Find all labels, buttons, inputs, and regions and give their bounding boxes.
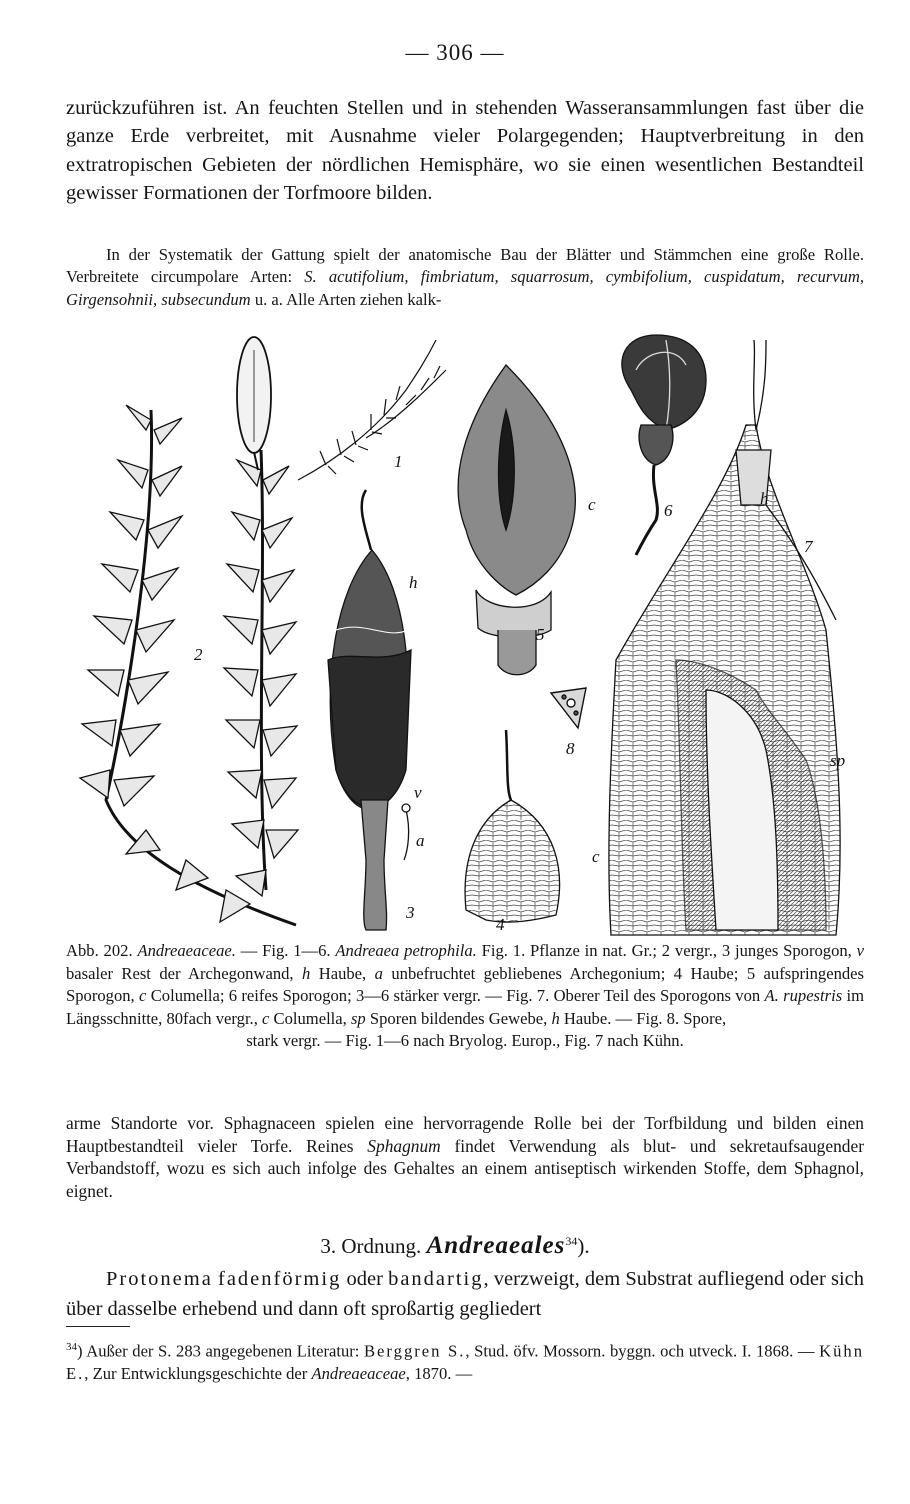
spaced-term: Protonema — [106, 1268, 213, 1290]
caption-text: Columella, — [269, 1008, 351, 1028]
figure-caption — [66, 940, 864, 1053]
caption-letter: h — [302, 963, 311, 983]
caption-text: Columella; 6 reifes Sporogon; 3—6 stärker vergr. — Fig. 7. Oberer Teil des Sporogons von — [146, 986, 765, 1006]
caption-letter: a — [374, 963, 383, 983]
label-c-fig7: c — [592, 847, 600, 866]
text-segment: arme Standorte vor. Sphagnaceen spielen eine hervorragende Rolle bei der Torfbildung und bilden einen Hauptbestandteil vieler Torfe. Reines — [66, 1113, 864, 1156]
section-heading — [0, 1232, 910, 1260]
paragraph-continuation: zurückzuführen ist. An feuchten Stellen und in stehenden Wasseransammlungen fast über die ganze Erde verbreitet, mit Ausnahme vieler Polargegenden; Hauptverbreitung in den extratropischen Gebieten der nördlichen Hemisphäre, wo sie einen wesentlichen Bestandteil gewisser Formationen der Torfmoore bilden. — [66, 97, 864, 205]
caption-letter: sp — [350, 1008, 366, 1028]
footnote-text: , Zur Entwicklungsgeschichte der — [84, 1364, 312, 1384]
text-segment: findet Verwendung als blut- und sekretaufsaugender Verbandstoff, wozu es sich auch infolge des Gehaltes an einem antiseptisch wirkenden Stoffe, dem Sphagnol, eignet. — [66, 1135, 864, 1201]
caption-text: basaler Rest der Archegonwand, — [66, 963, 302, 983]
footnote-author: Berggren S. — [363, 1341, 466, 1361]
fig6-mature-sporogon — [622, 335, 706, 555]
label-fig8: 8 — [566, 739, 575, 758]
heading-number: 3. Ordnung. — [320, 1234, 427, 1258]
paragraph-systematics — [66, 244, 864, 311]
fig1-plant-natural-size — [298, 340, 446, 480]
figure-plate — [66, 330, 864, 938]
genus-name: Sphagnum — [367, 1135, 441, 1156]
caption-family: Andreaeaceae. — [137, 941, 236, 960]
label-a: a — [416, 831, 425, 850]
spaced-term: bandartig — [388, 1268, 484, 1290]
caption-text: — Fig. 1—6. — [235, 941, 336, 960]
caption-letter: h — [551, 1008, 560, 1028]
caption-letter: v — [856, 941, 865, 960]
footnote-author: Kühn E. — [66, 1341, 864, 1384]
paragraph-sphagnum — [66, 1112, 864, 1202]
fig8-spore — [551, 688, 586, 728]
fig5-opening-sporogon — [458, 365, 575, 675]
page-number: — 306 — — [405, 40, 505, 65]
footnote-marker: 34 — [66, 1341, 77, 1353]
footnote-ref: 34 — [565, 1234, 578, 1248]
label-fig1: 1 — [394, 452, 403, 471]
label-fig4: 4 — [496, 915, 505, 934]
label-sp: sp — [830, 751, 846, 770]
label-fig5: 5 — [536, 625, 545, 644]
footnote — [66, 1336, 864, 1386]
footnote-family: Andreaeaceae — [311, 1364, 406, 1384]
heading-taxon: Andreaeales — [426, 1232, 566, 1259]
caption-text: Fig. 1. Pflanze in nat. Gr.; 2 vergr., 3 junges Sporogon, — [476, 941, 857, 960]
caption-last-line: stark vergr. — Fig. 1—6 nach Bryolog. Europ., Fig. 7 nach Kühn. — [246, 1031, 684, 1051]
paragraph-protonema — [66, 1264, 864, 1324]
text-segment: u. a. Alle Arten ziehen kalk- — [250, 289, 442, 309]
text-segment: oder — [341, 1268, 389, 1290]
botanical-illustration — [66, 330, 864, 938]
label-h-fig7: h — [760, 489, 769, 508]
text-segment: , verzweigt, dem Substrat aufliegend oder sich über dasselbe erhebend und dann oft sproßartig gegliedert — [66, 1268, 864, 1320]
footnote-text: ) Außer der S. 283 angegebenen Literatur: — [77, 1341, 364, 1361]
caption-letter: c — [262, 1008, 270, 1028]
caption-text: Haube, — [310, 963, 375, 983]
label-c-fig5: c — [588, 495, 596, 514]
spaced-term: fadenförmig — [218, 1268, 342, 1290]
caption-text: Sporen bildendes Gewebe, — [365, 1008, 552, 1028]
footnote-text: , Stud. öfv. Mossorn. byggn. och utveck. I. 1868. — — [465, 1341, 820, 1361]
caption-text: unbefruchtet gebliebenes Archegonium; 4 Haube; 5 aufspringendes Sporogon, — [66, 963, 865, 1006]
footnote-text: , 1870. — — [405, 1364, 473, 1384]
label-h-fig3: h — [409, 573, 418, 592]
species-list: S. acutifolium, fimbriatum, squarrosum, cymbifolium, cuspidatum, recurvum, Girgensohnii, subsecundum — [66, 267, 864, 309]
label-fig6: 6 — [664, 501, 673, 520]
caption-text: Abb. 202. — [66, 941, 138, 960]
label-fig7: 7 — [804, 537, 813, 556]
label-fig3: 3 — [406, 903, 415, 922]
footnote-divider — [66, 1326, 130, 1327]
caption-text: im Längsschnitte, 80fach vergr., — [66, 986, 864, 1028]
label-v: v — [414, 783, 422, 802]
fig4-calyptra — [465, 730, 559, 922]
caption-letter: c — [139, 986, 147, 1006]
caption-species: Andreaea petrophila. — [335, 941, 477, 960]
heading-close: ). — [577, 1234, 590, 1258]
fig3-young-sporogon — [328, 490, 411, 930]
caption-text: Haube. — Fig. 8. Spore, — [559, 1008, 727, 1028]
label-fig2: 2 — [194, 645, 203, 664]
caption-species: A. rupestris — [764, 986, 843, 1006]
text-segment: In der Systematik der Gattung spielt der anatomische Bau der Blätter und Stämmchen eine große Rolle. Verbreitete circumpolare Arten: — [66, 245, 864, 287]
fig2-moss-shoots — [80, 337, 298, 925]
